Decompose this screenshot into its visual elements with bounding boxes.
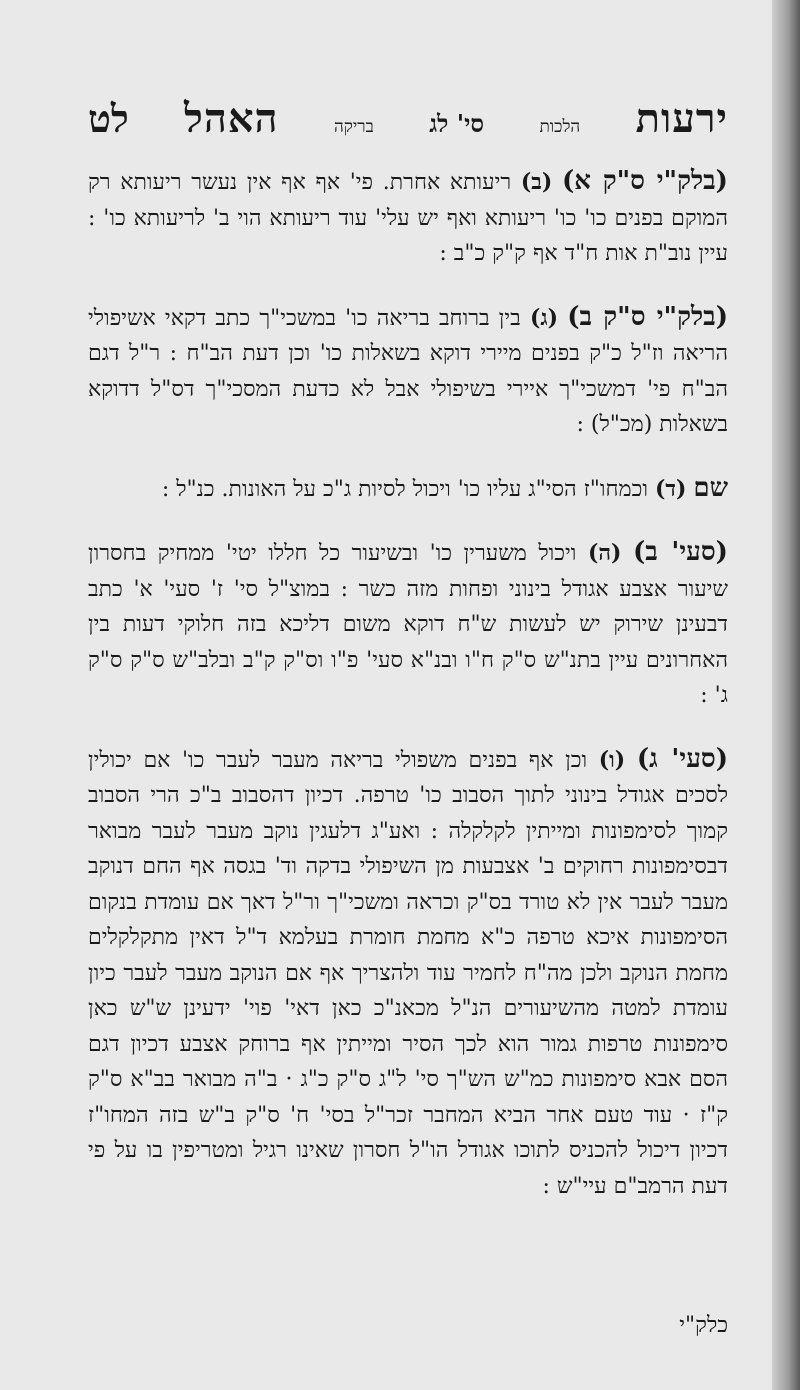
catchword: כלק"י [679, 1313, 728, 1338]
paragraph [88, 535, 728, 714]
paragraph-lead: (סעי' ב) [632, 537, 728, 567]
header-haeil: האהל [184, 95, 279, 142]
paragraph-marker: (ד) [654, 475, 687, 502]
page-edge-shadow [772, 0, 800, 1390]
running-head [88, 95, 728, 142]
paragraph [88, 164, 728, 272]
paragraph [88, 742, 728, 1205]
paragraph-text: וכמחו"ז הסי"ג עליו כו' ויכול לסיות ג"כ על האונות. כנ"ל : [161, 476, 648, 502]
header-siman: סי' לג [429, 109, 485, 138]
text-column [88, 95, 728, 1232]
paragraph-marker: (ג) [529, 304, 559, 331]
paragraph-lead: (סעי' ג) [636, 743, 728, 774]
paragraph-text: וכן אף בפנים משפולי בריאה מעבר לעבר כו' אם יכולין לסכים אגודל בינוני לתוך הסבוב כו' טרפה. דכיון דהסבוב ב"כ הרי הסבוב קמוך לסימפונות ומייתין לקלקלה : ואע"ג דלעגין נוקב מעבר לעבר מבואר דבסימפונות רחוקים ב' אצבעות מן השיפולי בדקה וד' בגסה אף החם דנוקב מעבר לעבר אין לא טורד בס"ק וכראה ומשכי"ך ור"ל דאך אם עומדת בנקום הסימפונות איכא טרפה כ"א מחמת חומרת בעלמא ד"ל דאין מתקלקלים מחמת הנוקב ולכן מה"ח לחמיר עוד ולהצריך אף אם הנוקב מעבר לעבר כיון עומדת למטה מהשיעורים הנ"ל מכאנ"כ כאן דאי' פוי' ידעינן ש"ש כאן סימפונות טרפות גמור הוא לכך הסיר ומייתין אף ברוחק אצבע דכיון דגם הסם אבא סימפונות כמ"ש הש"ך סי' ל"ג ס"ק כ"ג · ב"ה מבואר בב"א ס"ק ק"ז · עוד טעם אחר הביא המחבר זכר"ל בסי' ח' ס"ק ב"ש בזה המחו"ז דכיון דיכול להכניס לתוכו אגודל הו"ל חסרון שאינו רגיל ומטריפין בו על פי דעת הרמב"ם עיי"ש : [88, 747, 728, 1199]
paragraph-text: בין ברוחב בריאה כו' במשכי"ך כתב דקאי אשיפולי הריאה וז"ל כ"ק בפנים מיירי דוקא בשאלות כו' וכן דעת הב"ח : ר"ל דגם הב"ח פי' דמשכי"ך איירי בשיפולי אבל לא כדעת המסכי"ך דס"ל דדוקא בשאלות (מכ"ל) : [88, 305, 728, 437]
header-title: ירעות [635, 95, 728, 142]
paragraph-marker: (ב) [520, 169, 553, 195]
paragraph [88, 471, 728, 508]
paragraph-lead: שם [693, 472, 728, 503]
header-halacha: הלכות [539, 117, 581, 137]
paragraph-marker: (ו) [598, 746, 626, 773]
header-briyah: בריקה [333, 117, 374, 137]
paragraph-text: ויכול משערין כו' ובשיעור כל חללו יטי' ממחיק בחסרון שיעור אצבע אגודל בינוני ופחות מזה כשר : במוצ"ל סי' ז' סעי' א' כתב דבעינן שירוק יש לעשות ש"ח דוקא משום דליכא בזה חלוקי דעות בין האחרונים עיין בתנ"ש ס"ק ח"ו ובנ"א סעי' פ"ו וס"ק ק"ב ובלב"ש ס"ק ס"ק ג' : [88, 541, 728, 708]
paragraph-lead: (בלק"י ס"ק א) [561, 166, 728, 196]
paragraph-lead: (בלק"י ס"ק ב) [567, 301, 728, 332]
paragraph-text: ריעותא אחרת. פי' אף אף אין נעשר ריעותא רק המוקם בפנים כו' כו' ריעותא ואף יש עלי' עוד ריעותא הוי ב' לריעותא כו' : עיין נוב"ת אות ח"ד אף ק"ק כ"ב : [88, 170, 728, 266]
page-number: לט [88, 96, 129, 141]
paragraph-marker: (ה) [587, 540, 622, 566]
paragraph [88, 300, 728, 443]
